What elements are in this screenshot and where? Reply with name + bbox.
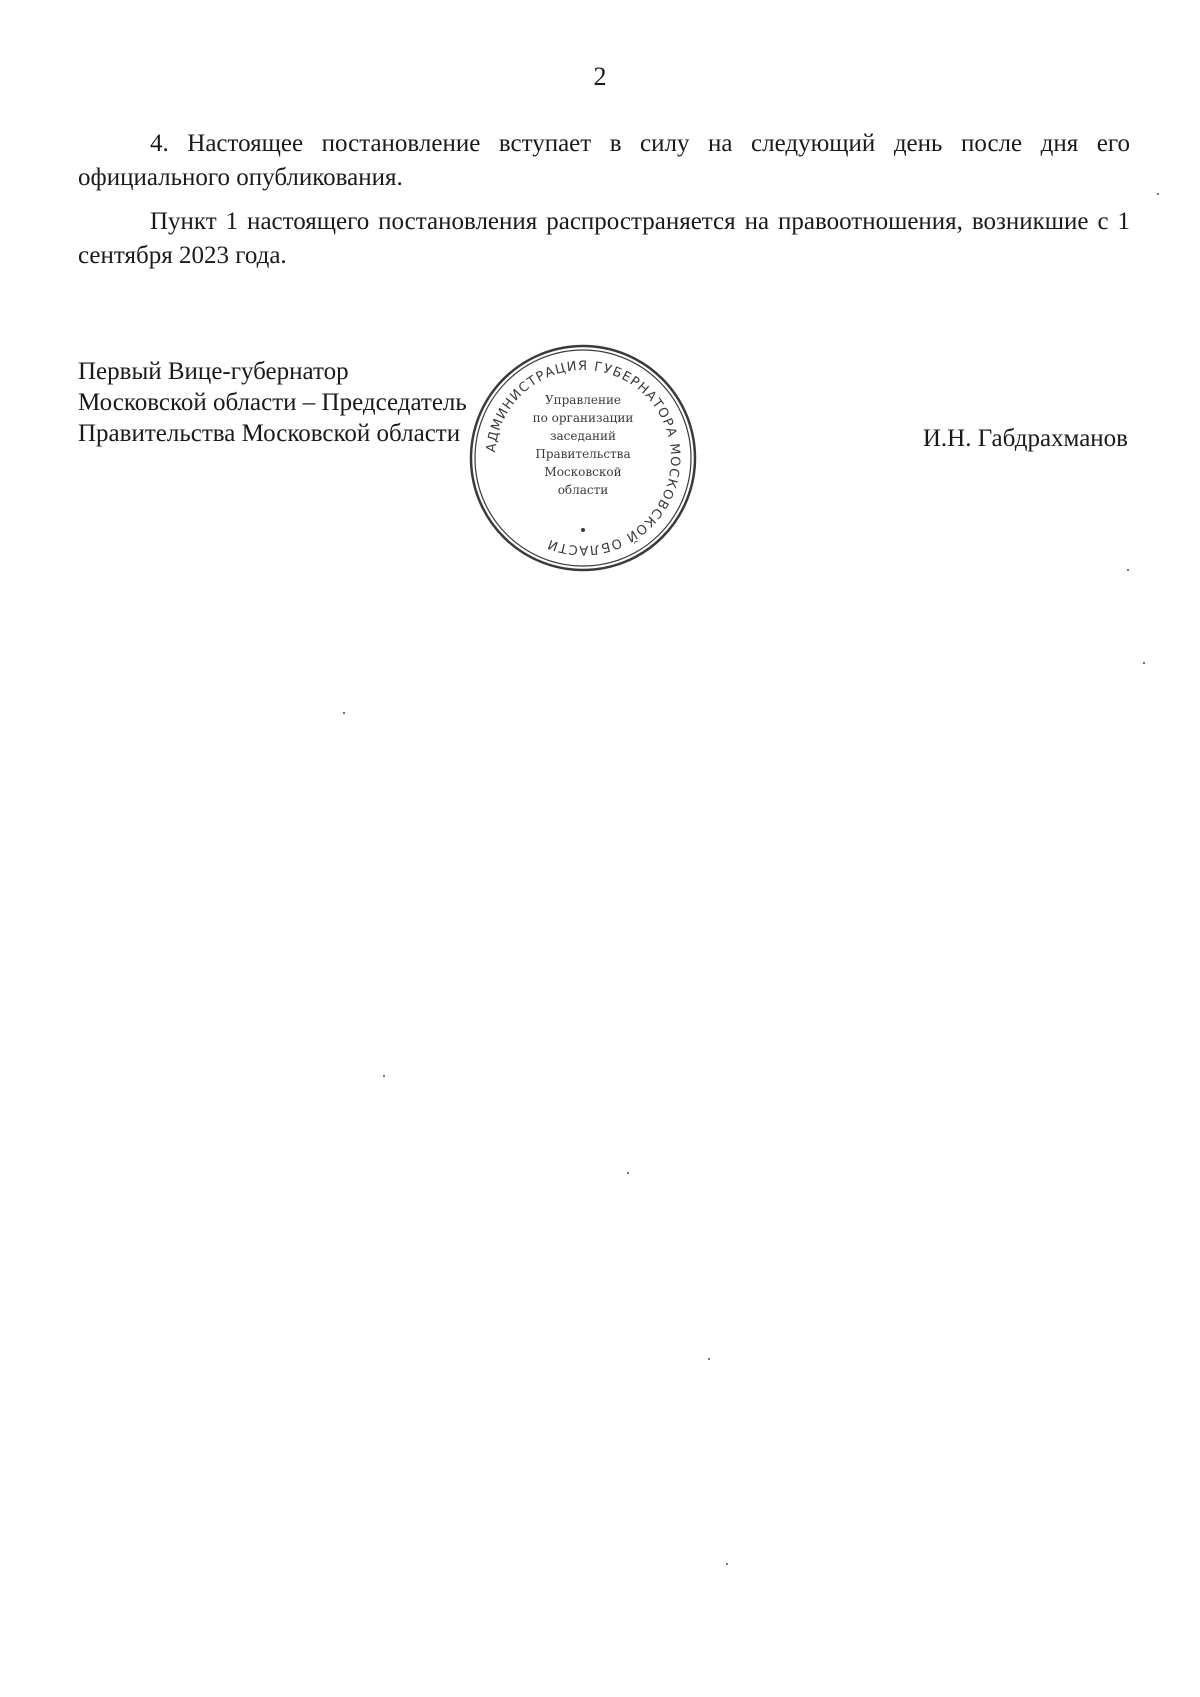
stamp-ring-text: АДМИНИСТРАЦИЯ ГУБЕРНАТОРА МОСКОВСКОЙ ОБЛАСТИ	[484, 358, 683, 558]
stamp-center-line: области	[557, 483, 609, 497]
scan-speck	[1143, 662, 1145, 664]
page-number: 2	[593, 62, 607, 91]
scan-speck	[708, 1358, 710, 1360]
scan-speck	[383, 1075, 385, 1077]
scan-speck	[343, 712, 345, 714]
official-stamp	[467, 342, 699, 574]
signatory-title-line: Московской области – Председатель	[78, 389, 467, 416]
stamp-center-line: по организации	[532, 411, 634, 425]
stamp-center-line: Московской	[544, 465, 622, 479]
stamp-center-line: Управление	[544, 393, 622, 407]
scan-speck	[1127, 569, 1129, 571]
stamp-star	[581, 528, 585, 532]
signatory-title-line: Правительства Московской области	[78, 420, 461, 447]
signature-block	[78, 356, 467, 449]
stamp-center-line: заседаний	[549, 429, 617, 443]
paragraph-retroactive-clause: Пункт 1 настоящего постановления распространяется на правоотношения, возникшие с 1 сентября 2023 года.	[78, 208, 1130, 269]
scan-speck	[1157, 193, 1159, 195]
stamp-center-line: Правительства	[535, 447, 631, 461]
paragraph-effective-date: 4. Настоящее постановление вступает в силу на следующий день после дня его официального опубликования.	[78, 130, 1130, 191]
scan-speck	[726, 1563, 728, 1565]
scan-speck	[627, 1172, 629, 1174]
signatory-name: И.Н. Габдрахманов	[922, 425, 1128, 452]
signatory-title-line: Первый Вице-губернатор	[78, 358, 349, 385]
